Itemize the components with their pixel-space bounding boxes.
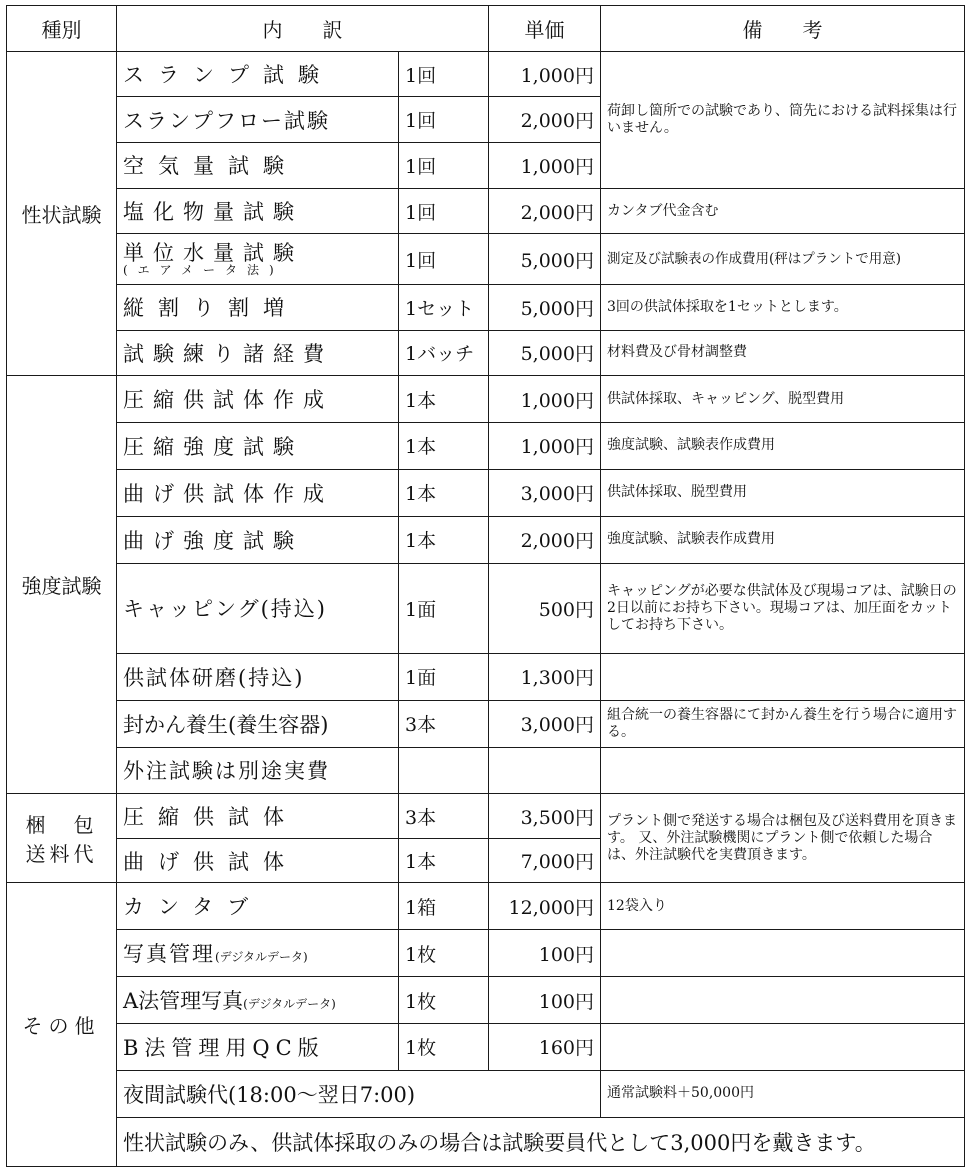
table-row (7, 284, 965, 330)
unit-cell: 1セット (399, 284, 489, 330)
type-property: 性状試験 (7, 51, 117, 376)
unit-cell: 1本 (399, 516, 489, 563)
item-cell: スランプ試験 (117, 51, 399, 97)
table-row (7, 188, 965, 234)
note-cell: 供試体採取、キャッピング、脱型費用 (601, 376, 965, 423)
header-row (7, 6, 965, 52)
unit-cell: 1回 (399, 97, 489, 143)
price-cell: 160円 (489, 1024, 601, 1071)
table-row (7, 423, 965, 470)
item-cell: 圧縮供試体 (117, 794, 399, 839)
item-cell: 圧縮強度試験 (117, 423, 399, 470)
item-cell: カンタブ (117, 883, 399, 930)
type-packing-line1: 梱 包 (25, 813, 98, 838)
item-cell: 曲げ供試体作成 (117, 469, 399, 516)
price-cell: 100円 (489, 930, 601, 977)
note-cell: 材料費及び骨材調整費 (601, 330, 965, 376)
unit-cell (399, 747, 489, 794)
table-row (7, 330, 965, 376)
item-cell: 曲げ強度試験 (117, 516, 399, 563)
note-cell: キャッピングが必要な供試体及び現場コアは、試験日の2日以前にお持ち下さい。現場コアは、加圧面をカットしてお持ち下さい。 (601, 563, 965, 653)
price-cell: 1,000円 (489, 423, 601, 470)
note-cell: 強度試験、試験表作成費用 (601, 516, 965, 563)
table-row (7, 51, 965, 97)
note-cell: 組合統一の養生容器にて封かん養生を行う場合に適用する。 (601, 700, 965, 747)
note-cell: 供試体採取、脱型費用 (601, 469, 965, 516)
price-cell: 2,000円 (489, 188, 601, 234)
price-cell: 3,500円 (489, 794, 601, 839)
footer-note: 性状試験のみ、供試体採取のみの場合は試験要員代として3,000円を戴きます。 (117, 1117, 965, 1166)
table-row (7, 376, 965, 423)
table-row (7, 516, 965, 563)
price-cell: 2,000円 (489, 516, 601, 563)
table-row (7, 700, 965, 747)
note-cell (601, 1024, 965, 1071)
unit-cell: 1本 (399, 423, 489, 470)
item-cell (117, 930, 399, 977)
unit-cell: 1バッチ (399, 330, 489, 376)
note-cell: 測定及び試験表の作成費用(秤はプラントで用意) (601, 234, 965, 284)
note-cell: 強度試験、試験表作成費用 (601, 423, 965, 470)
table-row (7, 469, 965, 516)
unit-cell: 1枚 (399, 1024, 489, 1071)
type-other: その他 (7, 883, 117, 1167)
unit-cell: 1本 (399, 838, 489, 883)
item-small: (デジタルデータ) (243, 997, 336, 1012)
price-cell: 3,000円 (489, 469, 601, 516)
price-cell: 100円 (489, 977, 601, 1024)
price-cell: 1,000円 (489, 51, 601, 97)
note-cell: 荷卸し箇所での試験であり、筒先における試料採集は行いません。 (601, 51, 965, 188)
unit-cell: 1面 (399, 653, 489, 700)
price-cell (489, 747, 601, 794)
unit-cell: 1箱 (399, 883, 489, 930)
footer-row (7, 1117, 965, 1166)
item-cell: 試験練り諸経費 (117, 330, 399, 376)
note-cell (601, 653, 965, 700)
note-cell (601, 930, 965, 977)
type-packing-line2: 送料代 (25, 842, 98, 867)
item-cell: 空気量試験 (117, 143, 399, 189)
table-row (7, 563, 965, 653)
item-cell: 曲げ供試体 (117, 838, 399, 883)
table-row (7, 747, 965, 794)
item-cell: 供試体研磨(持込) (117, 653, 399, 700)
note-cell: カンタブ代金含む (601, 188, 965, 234)
note-cell (601, 977, 965, 1024)
item-cell (117, 234, 399, 284)
item-cell: 封かん養生(養生容器) (117, 700, 399, 747)
unit-cell: 3本 (399, 794, 489, 839)
note-cell: 3回の供試体採取を1セットとします。 (601, 284, 965, 330)
item-cell: 塩化物量試験 (117, 188, 399, 234)
unit-cell: 1回 (399, 234, 489, 284)
table-row (7, 1024, 965, 1071)
table-row (7, 794, 965, 839)
item-small: (デジタルデータ) (215, 950, 308, 965)
item-cell: B法管理用QC版 (117, 1024, 399, 1071)
type-packing (7, 794, 117, 883)
unit-cell: 1本 (399, 469, 489, 516)
item-cell: キャッピング(持込) (117, 563, 399, 653)
price-cell: 2,000円 (489, 97, 601, 143)
unit-cell: 1面 (399, 563, 489, 653)
item-cell: 縦割り割増 (117, 284, 399, 330)
item-main: 単位水量試験 (123, 240, 303, 265)
price-cell: 3,000円 (489, 700, 601, 747)
item-cell (117, 977, 399, 1024)
item-cell: 圧縮供試体作成 (117, 376, 399, 423)
unit-cell: 1枚 (399, 977, 489, 1024)
unit-cell: 1回 (399, 51, 489, 97)
type-strength: 強度試験 (7, 376, 117, 794)
price-cell: 5,000円 (489, 284, 601, 330)
note-cell: プラント側で発送する場合は梱包及び送料費用を頂きます。 又、外注試験機関にプラント側で依頼した場合は、外注試験代を実費頂きます。 (601, 794, 965, 883)
night-item: 夜間試験代(18:00〜翌日7:00) (117, 1070, 601, 1117)
price-cell: 500円 (489, 563, 601, 653)
price-cell: 1,000円 (489, 376, 601, 423)
price-cell: 5,000円 (489, 234, 601, 284)
table-row (7, 930, 965, 977)
header-item: 内 訳 (117, 6, 489, 52)
night-note: 通常試験料＋50,000円 (601, 1070, 965, 1117)
unit-cell: 1回 (399, 143, 489, 189)
item-sub: (エアメータ法) (123, 262, 284, 277)
header-price: 単価 (489, 6, 601, 52)
table-row (7, 977, 965, 1024)
note-cell: 12袋入り (601, 883, 965, 930)
unit-cell: 1回 (399, 188, 489, 234)
header-type: 種別 (7, 6, 117, 52)
item-cell: 外注試験は別途実費 (117, 747, 399, 794)
price-cell: 5,000円 (489, 330, 601, 376)
item-main: A法管理写真 (123, 989, 244, 1014)
price-cell: 1,300円 (489, 653, 601, 700)
price-cell: 1,000円 (489, 143, 601, 189)
table-row (7, 883, 965, 930)
table-row (7, 653, 965, 700)
price-cell: 7,000円 (489, 838, 601, 883)
item-cell: スランプフロー試験 (117, 97, 399, 143)
fee-table (6, 5, 965, 1167)
night-row (7, 1070, 965, 1117)
item-main: 写真管理 (123, 942, 215, 967)
unit-cell: 1枚 (399, 930, 489, 977)
table-row (7, 234, 965, 284)
unit-cell: 3本 (399, 700, 489, 747)
note-cell (601, 747, 965, 794)
price-cell: 12,000円 (489, 883, 601, 930)
header-note: 備 考 (601, 6, 965, 52)
unit-cell: 1本 (399, 376, 489, 423)
